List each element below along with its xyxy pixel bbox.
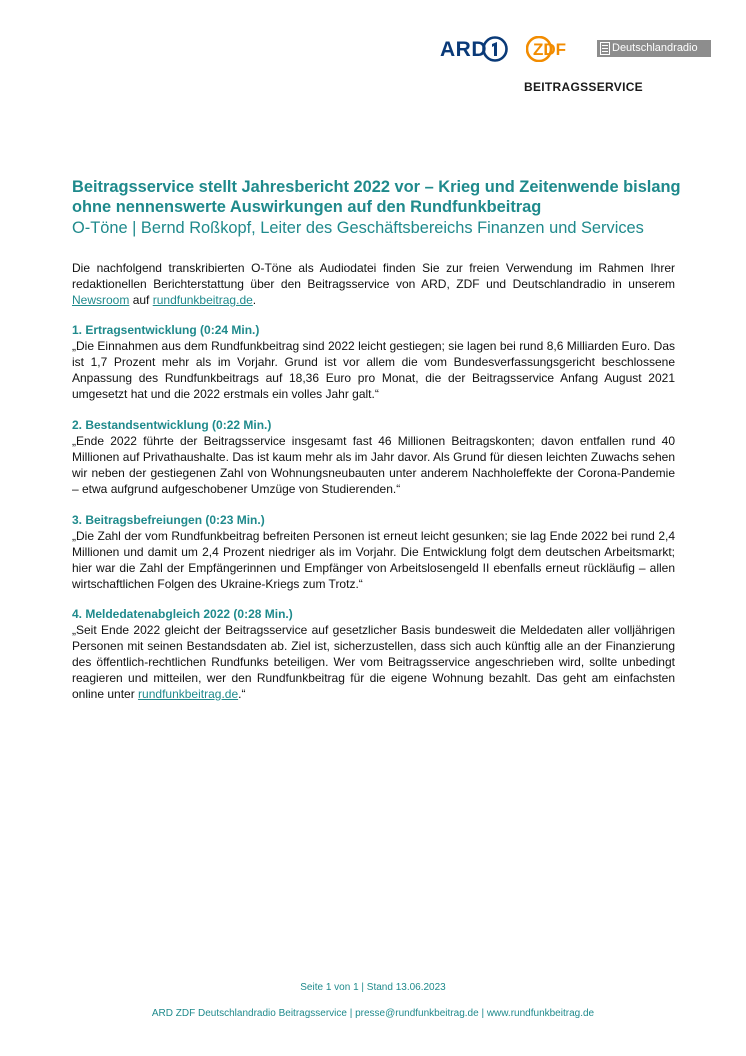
section-ertragsentwicklung (72, 322, 675, 402)
beitragsservice-label: BEITRAGSSERVICE (524, 80, 643, 94)
section-heading: 1. Ertragsentwicklung (0:24 Min.) (72, 323, 260, 337)
deutschlandradio-label: Deutschlandradio (612, 42, 698, 54)
intro-text: Die nachfolgend transkribierten O-Töne als Audiodatei finden Sie zur freien Verwendung im Rahmen Ihrer redaktionellen Berichterstattung über den Beitragsservice von ARD, ZDF und Deutschlandradio in unserem (72, 261, 675, 291)
section-heading: 2. Bestandsentwicklung (0:22 Min.) (72, 418, 272, 432)
deutschlandradio-icon (600, 42, 610, 55)
section-body: „Die Einnahmen aus dem Rundfunkbeitrag sind 2022 leicht gestiegen; sie lagen bei rund 8,6 Milliarden Euro. Das ist 1,7 Prozent mehr als im Vorjahr. Grund ist vor allem die vom Bundesverfassungsgericht beschlossene Anpassung des Rundfunkbeitrags auf 18,36 Euro pro Monat, die der Beitragsservice Anfang August 2021 umgesetzt hat und die 2022 erstmals ein volles Jahr galt.“ (72, 339, 675, 401)
ard-one-icon (482, 36, 508, 62)
newsroom-link[interactable]: Newsroom (72, 293, 130, 307)
section-body-text: „Seit Ende 2022 gleicht der Beitragsservice auf gesetzlicher Basis bundesweit die Meldedaten aller volljährigen Personen mit seinen Bestandsdaten ab. Ziel ist, sicherzustellen, dass sich auch künftig alle an der Finanzierung des öffentlich-rechtlichen Rundfunks beteiligen. Wer vom Beitragsservice angeschrieben wird, sollte unbedingt reagieren und mitteilen, wer den Rundfunkbeitrag für die eigene Wohnung bezahlt. Das geht am einfachsten online unter (72, 623, 675, 701)
intro-paragraph (72, 260, 675, 308)
zdf-logo-icon (526, 36, 584, 62)
ard-logo-text: ARD (440, 38, 487, 61)
intro-text-end: . (252, 293, 257, 307)
deutschlandradio-logo (597, 40, 711, 57)
page-subtitle: O-Töne | Bernd Roßkopf, Leiter des Geschäftsbereichs Finanzen und Services (72, 219, 644, 237)
intro-text-middle: auf (129, 293, 153, 307)
section-body: „Die Zahl der vom Rundfunkbeitrag befreiten Personen ist erneut leicht gesunken; sie lag Ende 2022 bei rund 2,4 Millionen und damit um 2,4 Prozent niedriger als im Vorjahr. Die Entwicklung folgt dem deutschen Arbeitsmarkt; hier war die Zahl der Empfängerinnen und Empfänger von Arbeitslosengeld II ebenfalls erneut rückläufig – allen wirtschaftlichen Folgen des Ukraine-Kriegs zum Trotz.“ (72, 529, 675, 591)
section-bestandsentwicklung (72, 417, 675, 497)
section-meldedatenabgleich (72, 606, 675, 702)
footer-page-info: Seite 1 von 1 | Stand 13.06.2023 (300, 982, 446, 993)
section-beitragsbefreiungen (72, 512, 675, 592)
zdf-logo-text: ZDF (533, 40, 567, 59)
section-body-end: .“ (238, 687, 246, 701)
footer-contact: ARD ZDF Deutschlandradio Beitragsservice | presse@rundfunkbeitrag.de | www.rundfunkbeitrag.de (151, 1008, 595, 1019)
section-body (72, 622, 675, 702)
section-body: „Ende 2022 führte der Beitragsservice insgesamt fast 46 Millionen Beitragskonten; davon entfallen rund 40 Millionen auf Privathaushalte. Das ist kaum mehr als im Jahr davor. Als Grund für diesen leichten Zuwachs sehen wir neben der gestiegenen Zahl von Wohnungsneubauten unter anderem Nachholeffekte der Corona-Pandemie – etwa aufgrund aufgeschobener Umzüge von Studierenden.“ (72, 434, 675, 496)
section-heading: 3. Beitragsbefreiungen (0:23 Min.) (72, 513, 265, 527)
page-title: Beitragsservice stellt Jahresbericht 2022 vor – Krieg und Zeitenwende bislang ohne nennenswerte Auswirkungen auf den Rundfunkbeitrag (72, 178, 681, 216)
section-heading: 4. Meldedatenabgleich 2022 (0:28 Min.) (72, 607, 293, 621)
logo-bar (440, 34, 712, 98)
rundfunkbeitrag-link[interactable]: rundfunkbeitrag.de (152, 293, 253, 307)
rundfunkbeitrag-link-2[interactable]: rundfunkbeitrag.de (138, 687, 239, 701)
